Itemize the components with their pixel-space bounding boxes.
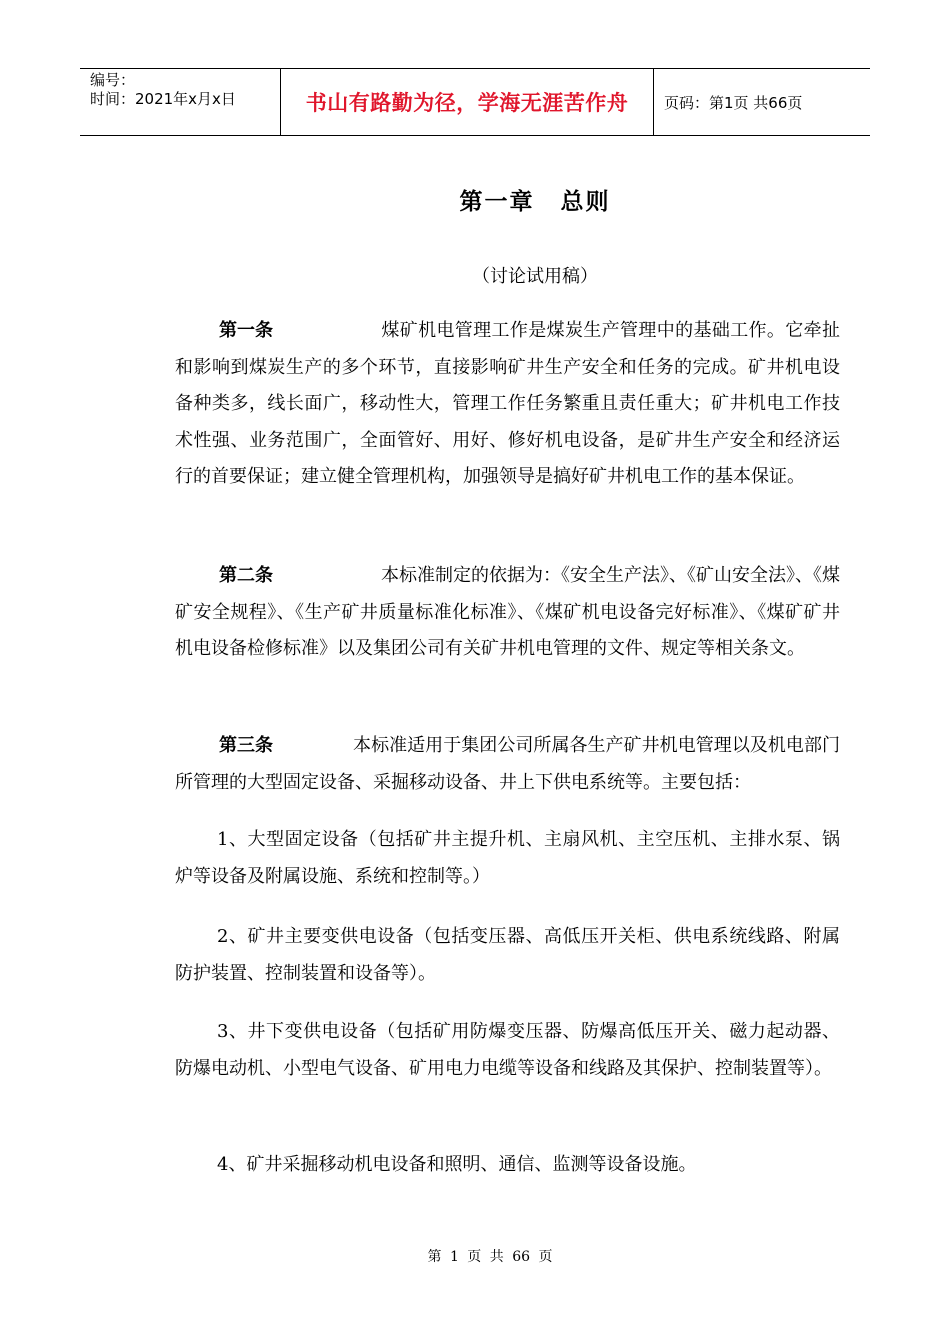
header-meta [80, 69, 281, 135]
page-footer: 第 1 页 共 66 页 [427, 1249, 553, 1265]
header-page-info [654, 69, 870, 135]
article-label: 第三条 [219, 735, 273, 756]
article-label: 第二条 [219, 565, 273, 586]
article-1 [175, 313, 840, 496]
article-text: 本标准适用于集团公司所属各生产矿井机电管理以及机电部门所管理的大型固定设备、采掘移动设备、井上下供电系统等。主要包括： [175, 735, 840, 793]
page-info-text: 页码：第1页 共66页 [664, 93, 803, 112]
article-text: 本标准制定的依据为：《安全生产法》、《矿山安全法》、《煤矿安全规程》、《生产矿井质量标准化标准》、《煤矿机电设备完好标准》、《煤矿矿井机电设备检修标准》以及集团公司有关矿井机电管理的文件、规定等相关条文。 [175, 565, 840, 659]
list-item: 2、矿井主要变供电设备（包括变压器、高低压开关柜、供电系统线路、附属防护装置、控制装置和设备等）。 [175, 926, 840, 984]
document-header [80, 68, 870, 136]
list-item: 1、大型固定设备（包括矿井主提升机、主扇风机、主空压机、主排水泵、锅炉等设备及附属设施、系统和控制等。） [175, 829, 840, 887]
chapter-title [0, 183, 950, 216]
article-2 [175, 558, 840, 668]
article-text: 煤矿机电管理工作是煤炭生产管理中的基础工作。它牵扯和影响到煤炭生产的多个环节，直接影响矿井生产安全和任务的完成。矿井机电设备种类多，线长面广，移动性大，管理工作任务繁重且责任重大；矿井机电工作技术性强、业务范围广，全面管好、用好、修好机电设备，是矿井生产安全和经济运行的首要保证；建立健全管理机构，加强领导是搞好矿井机电工作的基本保证。 [175, 320, 840, 487]
article-label: 第一条 [219, 320, 273, 341]
draft-note: （讨论试用稿） [472, 266, 598, 287]
document-number-label: 编号： [90, 71, 136, 89]
chapter-number: 第一章 [459, 188, 535, 215]
list-item: 4、矿井采掘移动机电设备和照明、通信、监测等设备设施。 [217, 1154, 697, 1175]
chapter-name: 总则 [560, 188, 611, 215]
document-date-label: 时间：2021年x月x日 [90, 90, 236, 108]
list-item: 3、井下变供电设备（包括矿用防爆变压器、防爆高低压开关、磁力起动器、防爆电动机、小型电气设备、矿用电力电缆等设备和线路及其保护、控制装置等）。 [175, 1021, 840, 1079]
motto-text: 书山有路勤为径，学海无涯苦作舟 [305, 91, 629, 115]
header-motto [281, 69, 654, 135]
article-3 [175, 728, 840, 801]
